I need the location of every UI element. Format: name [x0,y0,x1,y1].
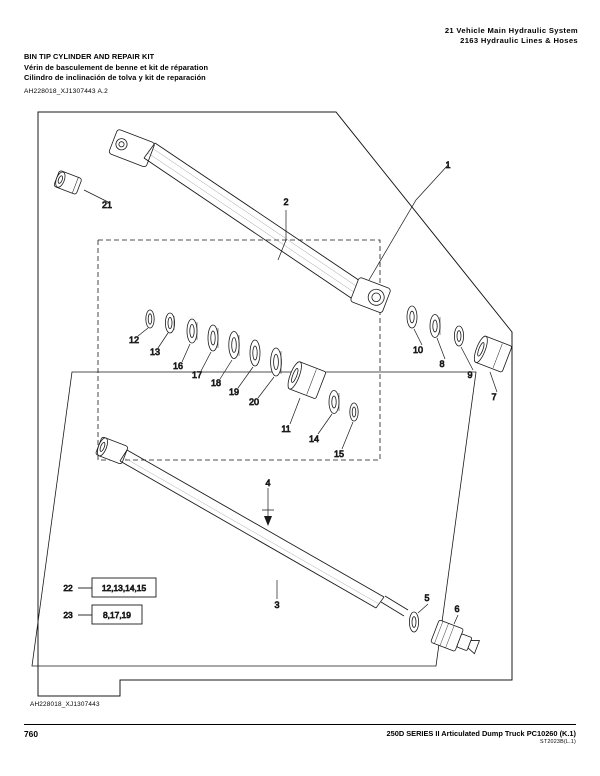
callout-19: 19 [228,387,240,397]
header-line-system: 21 Vehicle Main Hydraulic System [444,26,578,35]
part-12-oring [146,310,154,328]
part-8-seal [430,315,440,338]
callout-18: 18 [210,378,222,388]
header-line-group: 2163 Hydraulic Lines & Hoses [460,36,578,46]
page-number: 760 [24,729,38,739]
part-17-wiper [208,325,218,351]
page-header [445,26,578,47]
kit-tag-23: 23 [63,610,73,620]
callout-11: 11 [281,424,291,434]
part-14-nut [329,391,339,414]
part-20-bushing [271,348,282,376]
footer-model: 250D SERIES II Articulated Dump Truck PC10260 (K.1) [386,729,576,738]
callout-14: 14 [308,434,320,444]
footer-doc-code: ST2023B(L.1) [540,739,576,745]
diagram-bottom-reference: AH228018_XJ1307443 [30,701,100,708]
callout-6: 6 [454,604,460,614]
footer-divider [24,724,576,725]
part-13-backup-ring [165,313,174,333]
part-10-ring [407,306,417,328]
callout-21: 21 [101,200,113,210]
kit-tag-22: 22 [63,583,73,593]
callout-10: 10 [412,345,424,355]
title-block [24,52,208,84]
part-19-ring [250,340,260,366]
kit-contents-22: 12,13,14,15 [101,583,147,593]
callout-7: 7 [491,392,497,402]
callout-15: 15 [333,449,345,459]
callout-4: 4 [265,478,271,488]
callout-17: 17 [191,370,203,380]
callout-8: 8 [439,359,445,369]
diagram-canvas [24,110,576,698]
title-spanish: Cilindro de inclinación de tolva y kit de reparación [24,73,206,83]
callout-3: 3 [274,600,280,610]
callout-1: 1 [445,160,451,170]
part-5-ring [409,612,418,632]
title-english: BIN TIP CYLINDER AND REPAIR KIT [24,52,155,61]
callout-20: 20 [248,397,260,407]
exploded-parts-diagram [24,110,576,698]
part-16-seal [187,319,197,343]
figure-reference: AH228018_XJ1307443 A.2 [24,88,108,95]
callout-2: 2 [283,197,289,207]
callout-16: 16 [172,361,184,371]
kit-contents-23: 8,17,19 [103,610,131,620]
callout-13: 13 [149,347,161,357]
part-15-oring [350,403,358,421]
callout-12: 12 [128,335,140,345]
page-footer [0,724,600,750]
callout-5: 5 [424,593,430,603]
callout-9: 9 [467,370,473,380]
part-9-oring [454,326,463,346]
title-french: Vérin de basculement de benne et kit de réparation [24,62,209,72]
part-18-seal [229,332,239,359]
